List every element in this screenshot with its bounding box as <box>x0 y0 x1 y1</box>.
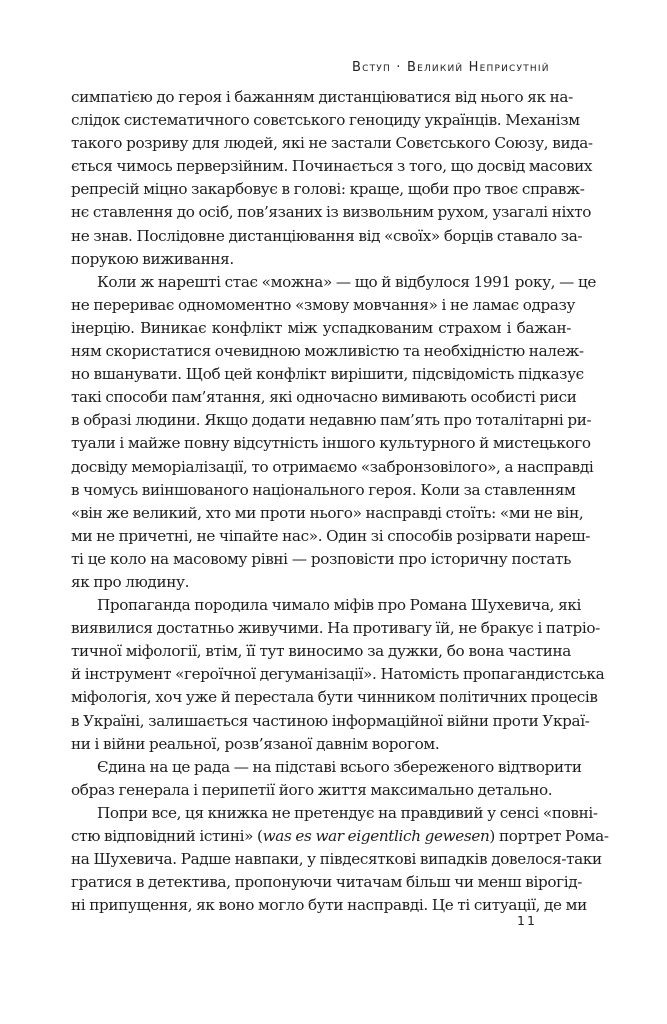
text-fragment: ) портрет Рома- <box>489 827 609 845</box>
running-header: Вступ · Великий Неприсутній <box>352 60 550 75</box>
text-line: не перериває одномоментно «змову мовчання» і не ламає одразу <box>71 295 576 314</box>
text-line: порукою виживання. <box>71 249 234 268</box>
text-line: ті це коло на масовому рівні — розповісти про історичну постать <box>71 549 571 568</box>
text-line: ється чимось перверзійним. Починається з того, що досвід масових <box>71 157 593 176</box>
text-line: в Україні, залишається частиною інформаційної війни проти Украї- <box>71 711 590 730</box>
text-line: Коли ж нарешті стає «можна» — що й відбулося 1991 року, — це <box>97 272 597 291</box>
paragraph-4 <box>71 756 582 802</box>
text-line: в образі людини. Якщо додати недавню пам’ять про тоталітарні ри- <box>71 411 592 430</box>
text-line: Попри все, ця книжка не претендує на правдивий у сенсі «повні- <box>97 803 598 822</box>
text-line: на Шухевича. Радше навпаки, у півдесяткові випадків довелося-таки <box>71 850 602 869</box>
text-line-with-italic <box>71 825 609 848</box>
text-line: Пропаганда породила чимало міфів про Романа Шухевича, які <box>97 596 582 615</box>
text-line: «він же великий, хто ми проти нього» насправді стоїть: «ми не він, <box>71 503 584 522</box>
text-line: нє ставлення до осіб, пов’язаних із визвольним рухом, узагалі ніхто <box>71 203 592 222</box>
text-line: такого розриву для людей, які не застали Совєтського Союзу, вида- <box>71 134 593 153</box>
text-line: симпатією до героя і бажанням дистанціюватися від нього як на- <box>71 88 573 106</box>
text-fragment: стю відповідний істині» ( <box>71 827 263 845</box>
text-line: інерцію. Виникає конфлікт між успадкованим страхом і бажан- <box>71 318 571 337</box>
text-line: ні припущення, як воно могло бути насправді. Це ті ситуації, де ми <box>71 896 587 915</box>
text-line: гратися в детектива, пропонуючи читачам більш чи менш вірогід- <box>71 873 583 892</box>
text-line: в чомусь виіншованого національного героя. Коли за ставленням <box>71 480 576 499</box>
text-line: не знав. Послідовне дистанціювання від «своїх» борців ставало за- <box>71 226 583 245</box>
paragraph-5 <box>71 802 609 917</box>
text-line: ням скористатися очевидною можливістю та необхідністю належ- <box>71 342 584 361</box>
text-line: ни і війни реальної, розв’язаної давнім ворогом. <box>71 734 440 753</box>
text-line: як про людину. <box>71 572 190 591</box>
text-line: виявилися достатньо живучими. На противагу їй, не бракує і патріо- <box>71 619 600 638</box>
text-line: міфологія, хоч уже й перестала бути чинником політичних процесів <box>71 688 598 707</box>
text-line: Єдина на це рада — на підставі всього збереженого відтворити <box>97 757 582 776</box>
page-body <box>71 86 609 917</box>
italic-quote: was es war eigentlich gewesen <box>262 827 490 845</box>
text-line: й інструмент «героїчної дегуманізації». Натомість пропагандистська <box>71 665 605 684</box>
paragraph-1 <box>71 86 593 271</box>
text-line: такі способи пам’ятання, які одночасно вимивають особисті риси <box>71 388 577 407</box>
text-line: туали і майже повну відсутність іншого культурного й мистецького <box>71 434 591 453</box>
text-line: слідок систематичного совєтського геноциду українців. Механізм <box>71 111 580 130</box>
text-line: но вшанувати. Щоб цей конфлікт вирішити, підсвідомість підказує <box>71 365 584 384</box>
page-number: 11 <box>517 913 537 928</box>
paragraph-3 <box>71 594 605 756</box>
text-line: ми не причетні, не чіпайте нас». Один зі способів розірвати нареш- <box>71 526 591 545</box>
text-line: досвіду меморіалізації, то отримаємо «забронзовілого», а насправді <box>71 457 594 476</box>
text-line: тичної міфології, втім, її тут виносимо за дужки, бо вона частина <box>71 642 571 661</box>
paragraph-2 <box>71 271 597 594</box>
text-line: репресій міцно закарбовує в голові: краще, щоби про твоє справж- <box>71 180 585 199</box>
text-line: образ генерала і перипетії його життя максимально детально. <box>71 780 553 799</box>
